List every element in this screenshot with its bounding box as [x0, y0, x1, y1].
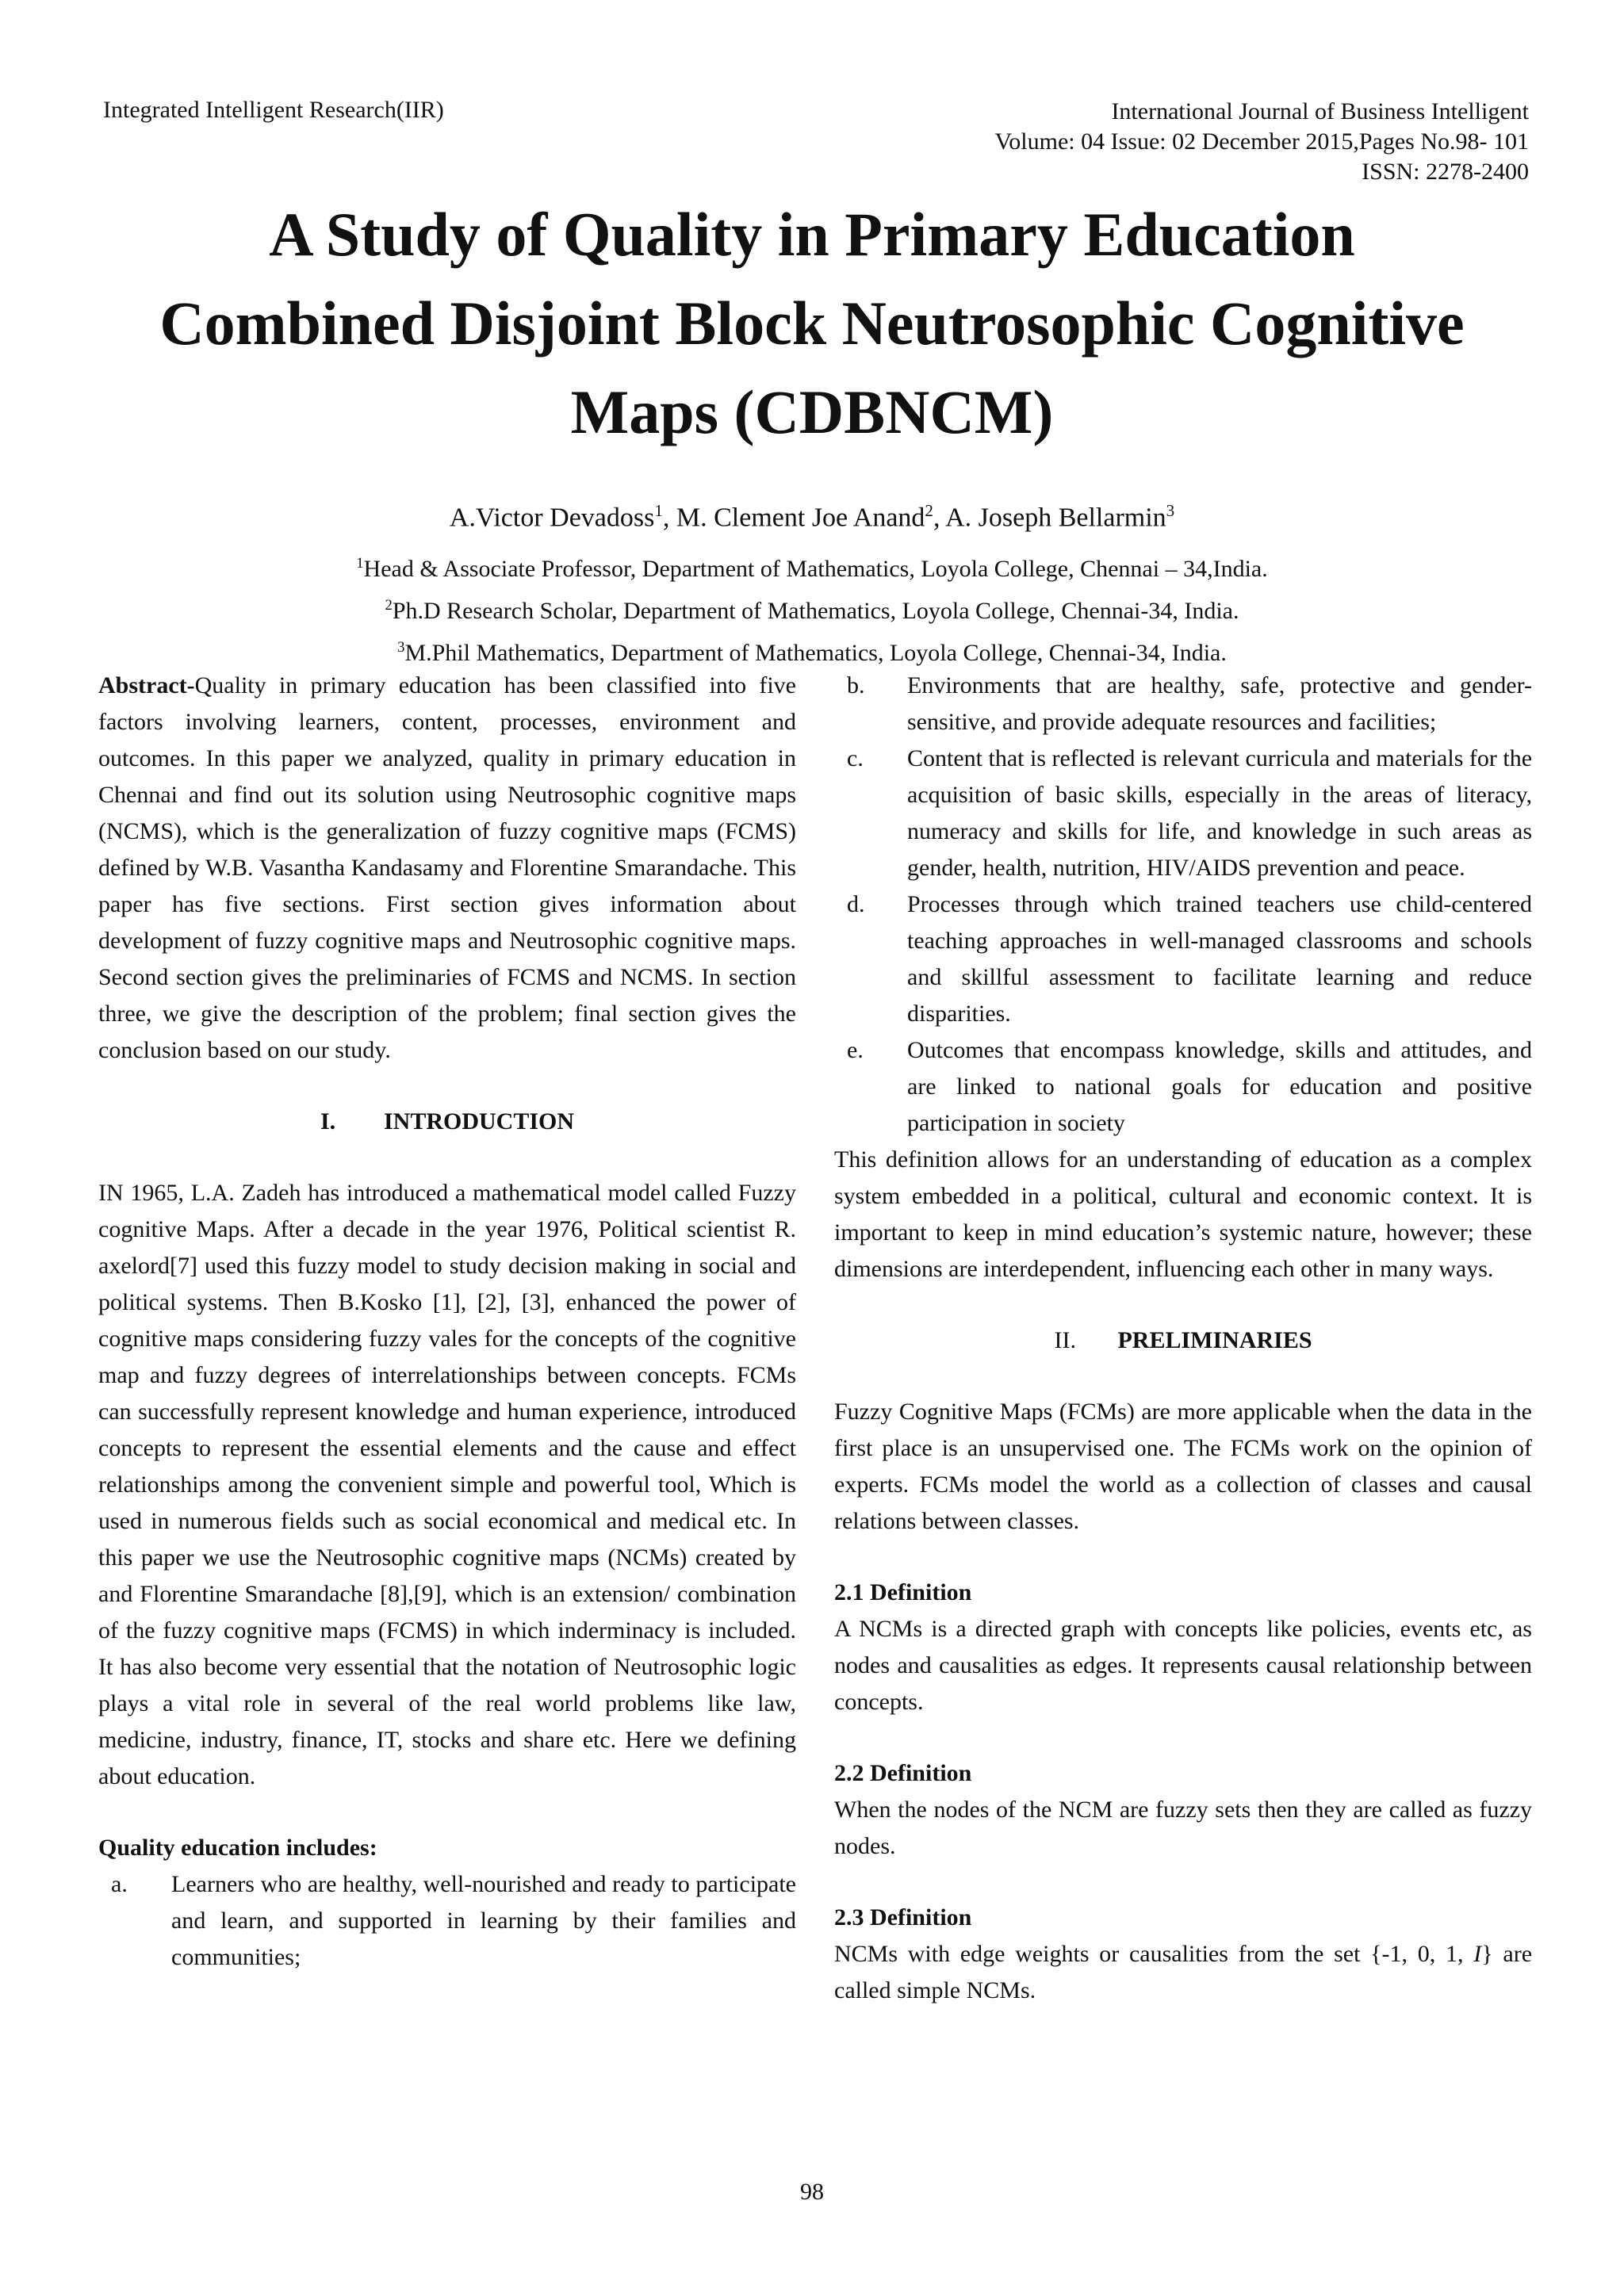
section-title: INTRODUCTION	[383, 1108, 575, 1135]
journal-volume: Volume: 04 Issue: 02 December 2015,Pages No.98- 101	[994, 128, 1529, 155]
title-line-2: Combined Disjoint Block Neutrosophic Cognitive	[159, 289, 1465, 358]
definition-2-3-pre: NCMs with edge weights or causalities from the set {-1, 0, 1,	[834, 1941, 1474, 1967]
quality-summary: This definition allows for an understanding of education as a complex system embedded in a political, cultural and economic context. It is important to keep in mind education’s systemic nature, however; these dimensions are interdependent, influencing each other in many ways.	[834, 1146, 1532, 1282]
list-item-text: Processes through which trained teachers use child-centered teaching approaches in well-managed classrooms and schools and skillful assessment to facilitate learning and reduce disparities.	[907, 891, 1532, 1027]
abstract-label: Abstract-	[98, 672, 195, 698]
author-3: , A. Joseph Bellarmin	[933, 503, 1166, 533]
title-line-3: Maps (CDBNCM)	[570, 377, 1054, 446]
journal-name: International Journal of Business Intelligent	[1111, 98, 1529, 124]
section-title: PRELIMINARIES	[1117, 1327, 1312, 1353]
definition-2-3-text	[834, 1936, 1532, 2009]
quality-list-part-1	[98, 1866, 796, 1976]
quality-list-part-2	[834, 668, 1532, 1142]
left-column	[98, 668, 796, 1976]
journal-info	[994, 97, 1529, 187]
list-marker: e.	[847, 1037, 864, 1063]
abstract-text: Quality in primary education has been classified into five factors involving learners, content, processes, environment and outcomes. In this paper we analyzed, quality in primary education in Chennai and find out its solution using Neutrosophic cognitive maps (NCMS), which is the generalization of fuzzy cognitive maps (FCMS) defined by W.B. Vasantha Kandasamy and Florentine Smarandache. This paper has five sections. First section gives information about development of fuzzy cognitive maps and Neutrosophic cognitive maps. Second section gives the preliminaries of FCMS and NCMS. In section three, we give the description of the problem; final section gives the conclusion based on our study.	[98, 672, 796, 1063]
journal-issn: ISSN: 2278-2400	[1362, 159, 1529, 185]
right-column	[834, 668, 1532, 2009]
preliminaries-text: Fuzzy Cognitive Maps (FCMs) are more applicable when the data in the first place is an unsupervised one. The FCMs work on the opinion of experts. FCMs model the world as a collection of classes and causal relations between classes.	[834, 1399, 1532, 1534]
list-item	[834, 1032, 1532, 1142]
author-3-sup: 3	[1166, 501, 1175, 520]
author-1-sup: 1	[654, 501, 663, 520]
author-2-sup: 2	[925, 501, 933, 520]
list-marker: d.	[847, 891, 865, 917]
author-2: , M. Clement Joe Anand	[662, 503, 925, 533]
list-marker: a.	[111, 1871, 128, 1897]
section-heading-preliminaries	[834, 1322, 1532, 1359]
list-item	[834, 740, 1532, 886]
page-number: 98	[800, 2179, 824, 2205]
abstract	[98, 668, 796, 1069]
list-item	[98, 1866, 796, 1976]
section-number: I.	[320, 1108, 336, 1135]
affiliation-2-text: Ph.D Research Scholar, Department of Mathematics, Loyola College, Chennai-34, India.	[392, 598, 1239, 624]
definition-2-2-title: 2.2 Definition	[834, 1760, 972, 1786]
definition-2-3-post: } are called simple NCMs.	[834, 1941, 1533, 2003]
list-marker: b.	[847, 672, 865, 698]
definition-2-3-title: 2.3 Definition	[834, 1904, 972, 1931]
list-item	[834, 668, 1532, 740]
quality-heading: Quality education includes:	[98, 1835, 377, 1861]
author-1: A.Victor Devadoss	[449, 503, 655, 533]
list-item-text: Outcomes that encompass knowledge, skills and attitudes, and are linked to national goals for education and positive participation in society	[907, 1037, 1532, 1136]
definition-2-1-text: A NCMs is a directed graph with concepts like policies, events etc, as nodes and causalities as edges. It represents causal relationship between concepts.	[834, 1616, 1532, 1715]
definition-2-3-italic: I	[1473, 1941, 1482, 1967]
affiliation-2-sup: 2	[385, 597, 393, 614]
author-list	[0, 501, 1624, 533]
definition-2-1-title: 2.1 Definition	[834, 1579, 972, 1605]
affiliation-1-sup: 1	[356, 555, 364, 572]
introduction-text: IN 1965, L.A. Zadeh has introduced a mathematical model called Fuzzy cognitive Maps. After a decade in the year 1976, Political scientist R. axelord[7] used this fuzzy model to study decision making in social and political systems. Then B.Kosko [1], [2], [3], enhanced the power of cognitive maps considering fuzzy vales for the concepts of the cognitive map and fuzzy degrees of interrelationships between concepts. FCMs can successfully represent knowledge and human experience, introduced concepts to represent the essential elements and the cause and effect relationships among the convenient simple and powerful tool, Which is used in numerous fields such as social economical and medical etc. In this paper we use the Neutrosophic cognitive maps (NCMs) created by and Florentine Smarandache [8],[9], which is an extension/ combination of the fuzzy cognitive maps (FCMS) in which inderminacy is included. It has also become very essential that the notation of Neutrosophic logic plays a vital role in several of the real world problems like law, medicine, industry, finance, IT, stocks and share etc. Here we defining about education.	[98, 1180, 796, 1789]
paper-title	[79, 190, 1545, 457]
affiliation-1	[0, 545, 1624, 587]
section-heading-introduction	[98, 1104, 796, 1140]
affiliation-3-text: M.Phil Mathematics, Department of Mathematics, Loyola College, Chennai-34, India.	[404, 640, 1227, 666]
affiliation-2	[0, 587, 1624, 629]
affiliation-3-sup: 3	[397, 639, 405, 656]
journal-publisher: Integrated Intelligent Research(IIR)	[103, 97, 444, 123]
definition-2-2-text: When the nodes of the NCM are fuzzy sets then they are called as fuzzy nodes.	[834, 1797, 1532, 1859]
list-item	[834, 886, 1532, 1032]
list-item-text: Content that is reflected is relevant curricula and materials for the acquisition of basic skills, especially in the areas of literacy, numeracy and skills for life, and knowledge in such areas as gender, health, nutrition, HIV/AIDS prevention and peace.	[907, 745, 1533, 881]
list-item-text: Environments that are healthy, safe, protective and gender-sensitive, and provide adequate resources and facilities;	[907, 672, 1532, 735]
affiliation-1-text: Head & Associate Professor, Department of Mathematics, Loyola College, Chennai – 34,India.	[363, 556, 1268, 582]
title-line-1: A Study of Quality in Primary Education	[269, 200, 1355, 269]
affiliation-3	[0, 629, 1624, 672]
section-number: II.	[1054, 1327, 1076, 1353]
affiliations	[0, 545, 1624, 672]
list-marker: c.	[847, 745, 864, 771]
list-item-text: Learners who are healthy, well-nourished and ready to participate and learn, and supported in learning by their families and communities;	[171, 1871, 796, 1970]
